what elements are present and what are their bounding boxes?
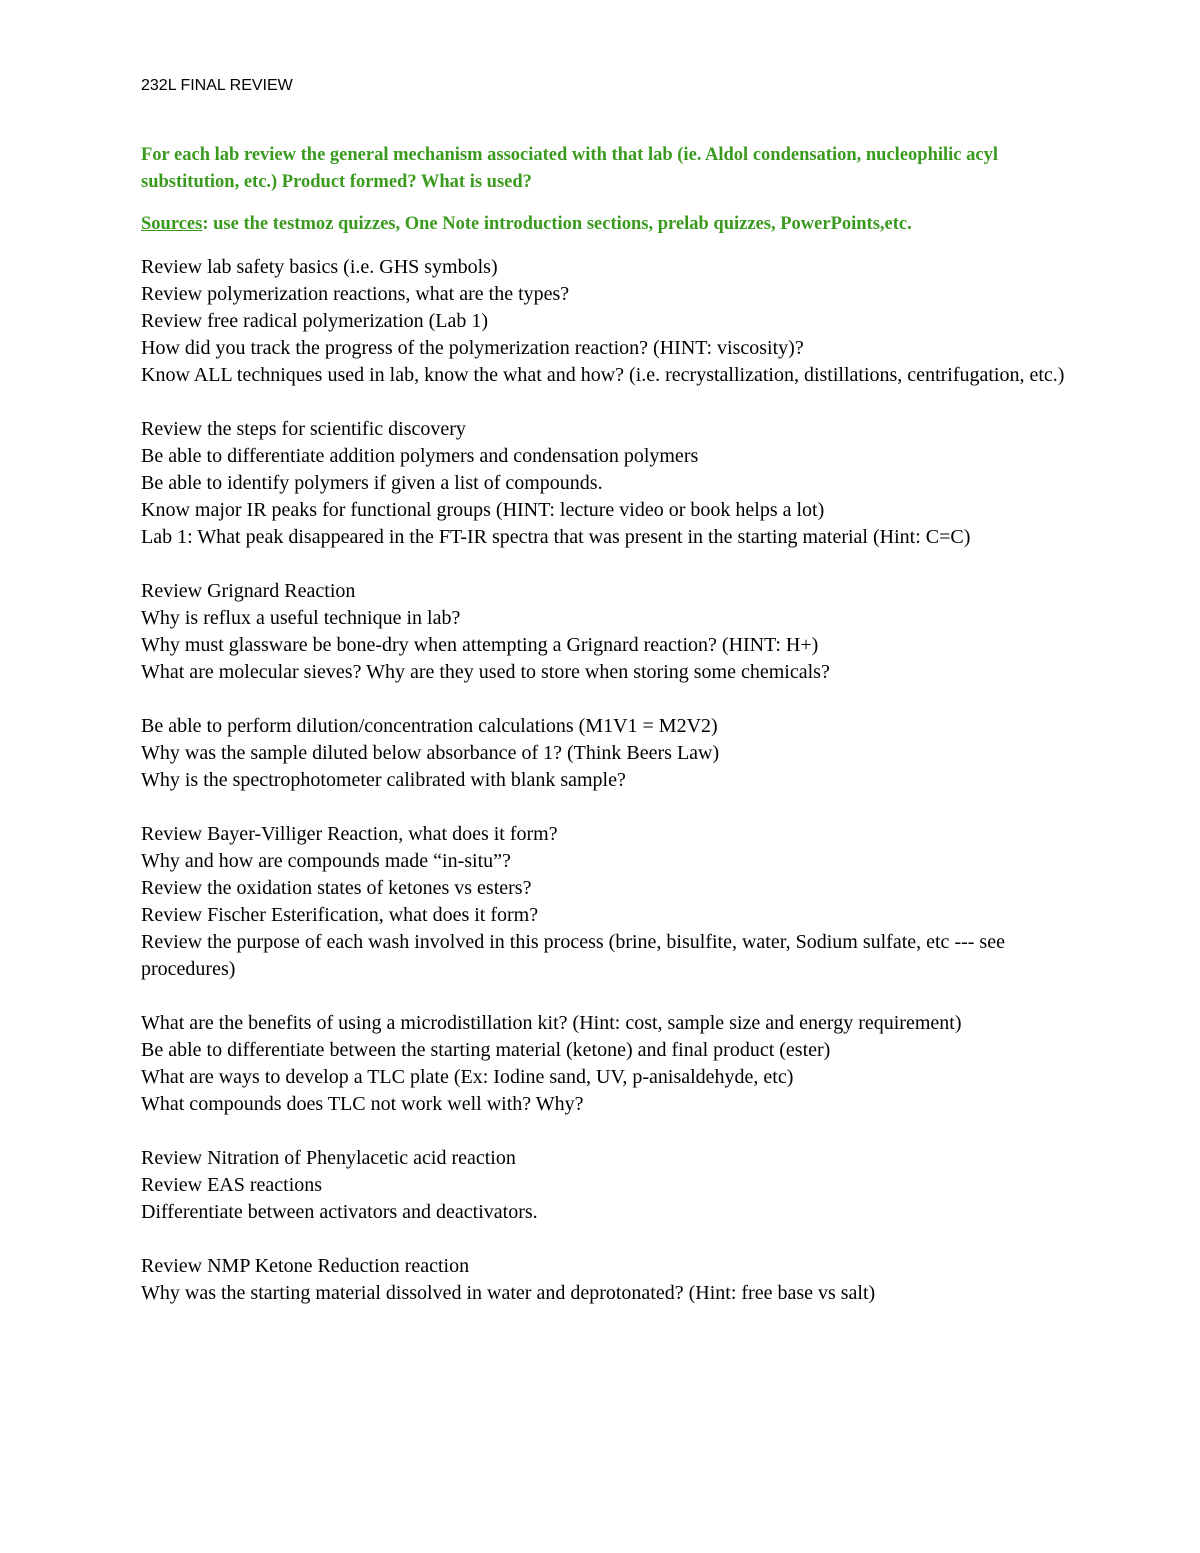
review-line: Be able to differentiate addition polymers and condensation polymers — [141, 445, 699, 467]
review-section-6 — [141, 1010, 1071, 1118]
review-section-1 — [141, 254, 1071, 389]
review-line: Why was the starting material dissolved in water and deprotonated? (Hint: free base vs salt) — [141, 1282, 876, 1304]
review-line: Be able to identify polymers if given a list of compounds. — [141, 472, 603, 494]
review-line: Know major IR peaks for functional groups (HINT: lecture video or book helps a lot) — [141, 499, 825, 521]
review-line: Be able to differentiate between the starting material (ketone) and final product (ester) — [141, 1039, 831, 1061]
review-line: Differentiate between activators and deactivators. — [141, 1201, 538, 1223]
review-line: Review NMP Ketone Reduction reaction — [141, 1255, 470, 1277]
review-line: Review Fischer Esterification, what does it form? — [141, 904, 539, 926]
sources-label: Sources — [141, 214, 203, 234]
review-line: Review Bayer-Villiger Reaction, what does it form? — [141, 823, 558, 845]
review-section-2 — [141, 416, 1071, 551]
review-section-7 — [141, 1145, 1071, 1226]
review-section-4 — [141, 713, 1071, 794]
review-line: Review the oxidation states of ketones vs esters? — [141, 877, 532, 899]
review-line: Why is reflux a useful technique in lab? — [141, 607, 461, 629]
review-line: Review the purpose of each wash involved in this process (brine, bisulfite, water, Sodium sulfate, etc --- see procedures) — [141, 931, 1005, 980]
review-section-3 — [141, 578, 1071, 686]
review-line: Why was the sample diluted below absorbance of 1? (Think Beers Law) — [141, 742, 720, 764]
review-line: Review EAS reactions — [141, 1174, 323, 1196]
review-line: Review the steps for scientific discovery — [141, 418, 466, 440]
document-title: 232L FINAL REVIEW — [141, 77, 293, 94]
review-line: Be able to perform dilution/concentration calculations (M1V1 = M2V2) — [141, 715, 718, 737]
review-line: Why is the spectrophotometer calibrated with blank sample? — [141, 769, 626, 791]
review-section-8 — [141, 1253, 1071, 1307]
review-line: What compounds does TLC not work well with? Why? — [141, 1093, 584, 1115]
document-page — [141, 76, 1071, 1334]
review-line: Why and how are compounds made “in-situ”? — [141, 850, 511, 872]
sources-line — [141, 211, 1071, 238]
review-line: Review lab safety basics (i.e. GHS symbols) — [141, 256, 498, 278]
review-line: Review polymerization reactions, what are the types? — [141, 283, 570, 305]
review-line: What are the benefits of using a microdistillation kit? (Hint: cost, sample size and energy requirement) — [141, 1012, 962, 1034]
review-line: Why must glassware be bone-dry when attempting a Grignard reaction? (HINT: H+) — [141, 634, 819, 656]
review-line: What are ways to develop a TLC plate (Ex: Iodine sand, UV, p-anisaldehyde, etc) — [141, 1066, 794, 1088]
review-line: Review Grignard Reaction — [141, 580, 356, 602]
review-line: Review Nitration of Phenylacetic acid reaction — [141, 1147, 516, 1169]
review-section-5 — [141, 821, 1071, 983]
review-line: Review free radical polymerization (Lab 1) — [141, 310, 489, 332]
intro-paragraph: For each lab review the general mechanism associated with that lab (ie. Aldol condensation, nucleophilic acyl substitution, etc.) Product formed? What is used? — [141, 145, 998, 192]
review-line: Lab 1: What peak disappeared in the FT-IR spectra that was present in the starting material (Hint: C=C) — [141, 526, 971, 548]
sources-text: : use the testmoz quizzes, One Note introduction sections, prelab quizzes, PowerPoints,etc. — [202, 214, 912, 234]
review-line: How did you track the progress of the polymerization reaction? (HINT: viscosity)? — [141, 337, 804, 359]
review-line: What are molecular sieves? Why are they used to store when storing some chemicals? — [141, 661, 830, 683]
review-line: Know ALL techniques used in lab, know the what and how? (i.e. recrystallization, distillations, centrifugation, etc.) — [141, 364, 1065, 386]
